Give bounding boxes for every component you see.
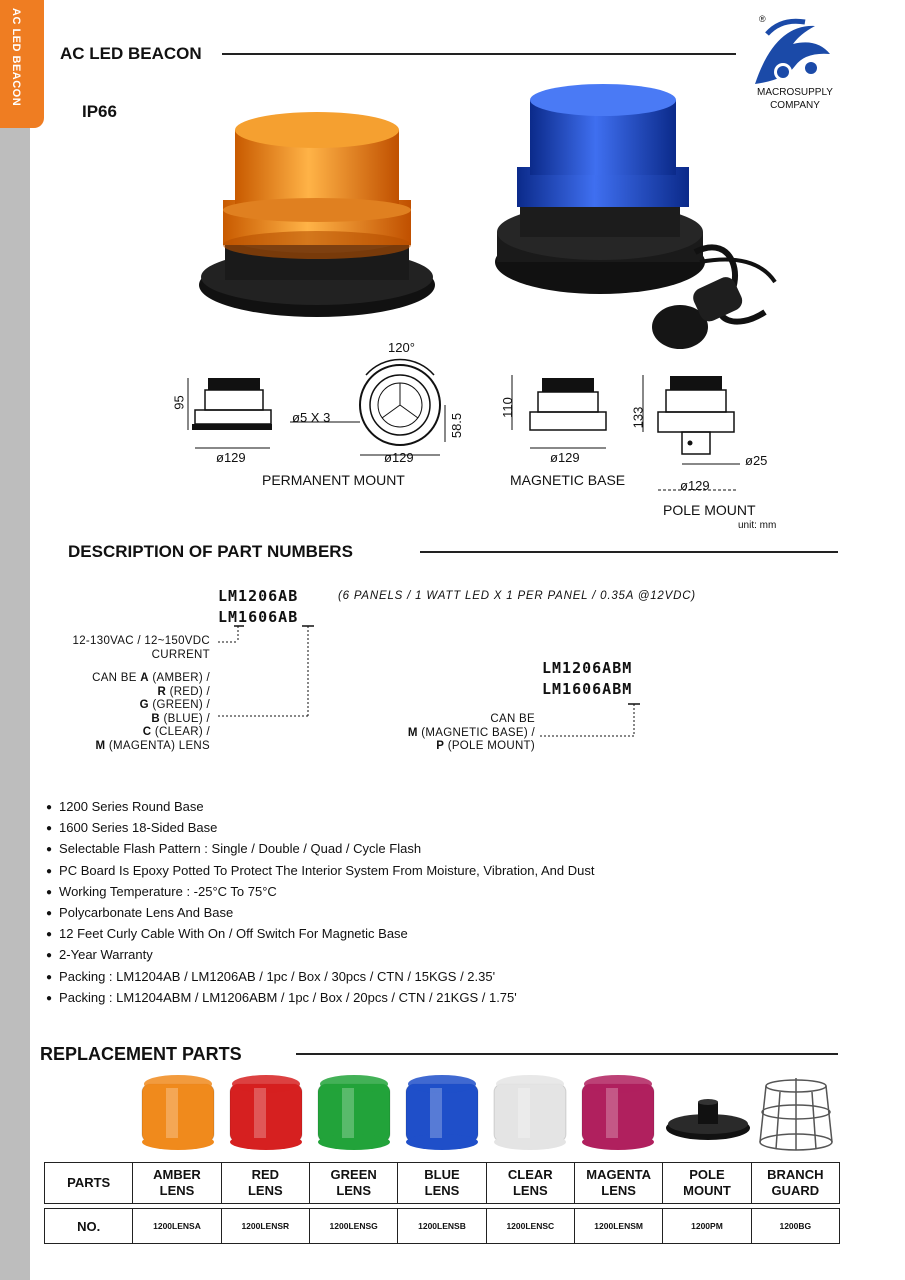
table-cell: 1200PM	[663, 1209, 751, 1244]
list-item: ● 12 Feet Curly Cable With On / Off Switch For Magnetic Base	[46, 923, 594, 944]
table-row	[45, 1163, 840, 1204]
replacement-parts-table	[44, 1162, 840, 1244]
left-sidebar-strip	[0, 0, 30, 1280]
lens-code-row: M (MAGENTA) LENS	[95, 739, 210, 752]
model-lm1606ab: LM1606AB	[218, 608, 299, 626]
replacement-lens-image	[230, 1075, 302, 1150]
list-item: ● Polycarbonate Lens And Base	[46, 902, 594, 923]
description-title: DESCRIPTION OF PART NUMBERS	[68, 542, 353, 561]
pole-mount-label: POLE MOUNT	[663, 502, 756, 518]
branch-guard-image	[760, 1078, 832, 1150]
logo-icon	[745, 14, 840, 90]
magnetic-base-side-drawing	[512, 375, 606, 448]
permanent-mount-top-drawing	[290, 359, 445, 455]
title-rule	[222, 53, 736, 55]
lens-code-list	[40, 672, 210, 753]
model-note: (6 PANELS / 1 WATT LED X 1 PER PANEL / 0.35A @12VDC)	[338, 590, 696, 602]
table-cell: 1200LENSG	[309, 1209, 397, 1244]
permanent-diameter-label: ø129	[216, 450, 246, 465]
model-lm1206ab: LM1206AB	[218, 587, 299, 605]
blue-magnetic-beacon-image	[495, 82, 815, 352]
table-row	[45, 1209, 840, 1244]
replacement-lens-image	[494, 1075, 566, 1150]
table-header-cell: MAGENTA LENS	[574, 1163, 662, 1204]
base-code-intro: CAN BE	[490, 713, 535, 725]
lens-code-row: CAN BE A (AMBER) /	[92, 672, 210, 684]
parts-header-cell: PARTS	[45, 1163, 133, 1204]
table-cell: 1200LENSM	[574, 1209, 662, 1244]
pole-mount-image	[666, 1099, 750, 1140]
voltage-description	[40, 635, 210, 662]
list-item: ● Packing : LM1204AB / LM1206AB / 1pc / Box / 30pcs / CTN / 15KGS / 2.35'	[46, 966, 594, 987]
table-header-cell: BLUE LENS	[398, 1163, 486, 1204]
replacement-rule	[296, 1053, 838, 1055]
sidebar-tab	[0, 0, 44, 128]
replacement-lens-image	[142, 1075, 214, 1150]
number-header-cell: NO.	[45, 1209, 133, 1244]
base-code-row: P (POLE MOUNT)	[436, 740, 535, 752]
replacement-parts-images	[130, 1072, 850, 1157]
company-name-line2: COMPANY	[770, 100, 820, 111]
unit-label: unit: mm	[738, 520, 777, 531]
replacement-lens-image	[318, 1075, 390, 1150]
angle-label: 120°	[388, 340, 415, 355]
list-item: ● Selectable Flash Pattern : Single / Double / Quad / Cycle Flash	[46, 838, 594, 859]
replacement-title: REPLACEMENT PARTS	[40, 1044, 242, 1064]
replacement-lens-image	[406, 1075, 478, 1150]
magnetic-height-label: 110	[499, 397, 515, 418]
lens-code-row: G (GREEN) /	[139, 699, 210, 711]
table-header-cell: AMBER LENS	[133, 1163, 221, 1204]
model-lm1206abm: LM1206ABM	[542, 659, 633, 677]
voltage-line2: CURRENT	[151, 648, 210, 661]
lens-code-row: C (CLEAR) /	[142, 726, 210, 738]
table-cell: 1200BG	[751, 1209, 839, 1244]
table-header-cell: CLEAR LENS	[486, 1163, 574, 1204]
table-cell: 1200LENSA	[133, 1209, 221, 1244]
list-item: ● PC Board Is Epoxy Potted To Protect The Interior System From Moisture, Vibration, And Dust	[46, 860, 594, 881]
list-item: ● Packing : LM1204ABM / LM1206ABM / 1pc / Box / 20pcs / CTN / 21KGS / 1.75'	[46, 987, 594, 1008]
amber-beacon-image	[195, 105, 440, 325]
magnetic-diameter-label: ø129	[550, 450, 580, 465]
voltage-line1: 12-130VAC / 12~150VDC	[72, 635, 210, 647]
base-code-row: M (MAGNETIC BASE) /	[407, 726, 535, 739]
pole-diameter-label: ø25	[745, 453, 768, 468]
sidebar-tab-label: AC LED BEACON	[10, 8, 22, 107]
pole-mount-side-drawing	[643, 375, 740, 490]
table-header-cell: RED LENS	[221, 1163, 309, 1204]
screw-label: ø5 X 3	[292, 410, 331, 425]
list-item: ● 2-Year Warranty	[46, 944, 594, 965]
table-cell: 1200LENSC	[486, 1209, 574, 1244]
list-item: ● 1600 Series 18-Sided Base	[46, 817, 594, 838]
description-rule	[420, 551, 838, 553]
lens-code-row: B (BLUE) /	[151, 712, 210, 725]
registered-mark: ®	[759, 14, 766, 24]
table-cell: 1200LENSR	[221, 1209, 309, 1244]
table-header-cell: POLE MOUNT	[663, 1163, 751, 1204]
pole-base-diameter-label: ø129	[680, 478, 710, 493]
page-title: AC LED BEACON	[60, 44, 202, 63]
lens-code-row: R (RED) /	[157, 685, 210, 698]
model-lm1606abm: LM1606ABM	[542, 680, 633, 698]
pole-height-label: 133	[630, 406, 646, 429]
replacement-lens-image	[582, 1075, 654, 1150]
company-name-line1: MACROSUPPLY	[757, 87, 833, 98]
base-code-list	[340, 713, 535, 754]
permanent-top-diameter-label: ø129	[384, 450, 414, 465]
offset-label: 58.5	[449, 412, 465, 439]
table-header-cell: BRANCH GUARD	[751, 1163, 839, 1204]
ip-rating: IP66	[82, 102, 117, 121]
list-item: ● Working Temperature : -25°C To 75°C	[46, 881, 594, 902]
permanent-height-label: 95	[171, 395, 187, 410]
list-item: ● 1200 Series Round Base	[46, 796, 594, 817]
table-cell: 1200LENSB	[398, 1209, 486, 1244]
feature-list	[46, 796, 594, 1008]
permanent-mount-label: PERMANENT MOUNT	[262, 472, 405, 488]
table-header-cell: GREEN LENS	[309, 1163, 397, 1204]
dimension-drawings	[160, 330, 820, 530]
permanent-mount-side-drawing	[188, 378, 272, 448]
magnetic-base-label: MAGNETIC BASE	[510, 472, 626, 488]
